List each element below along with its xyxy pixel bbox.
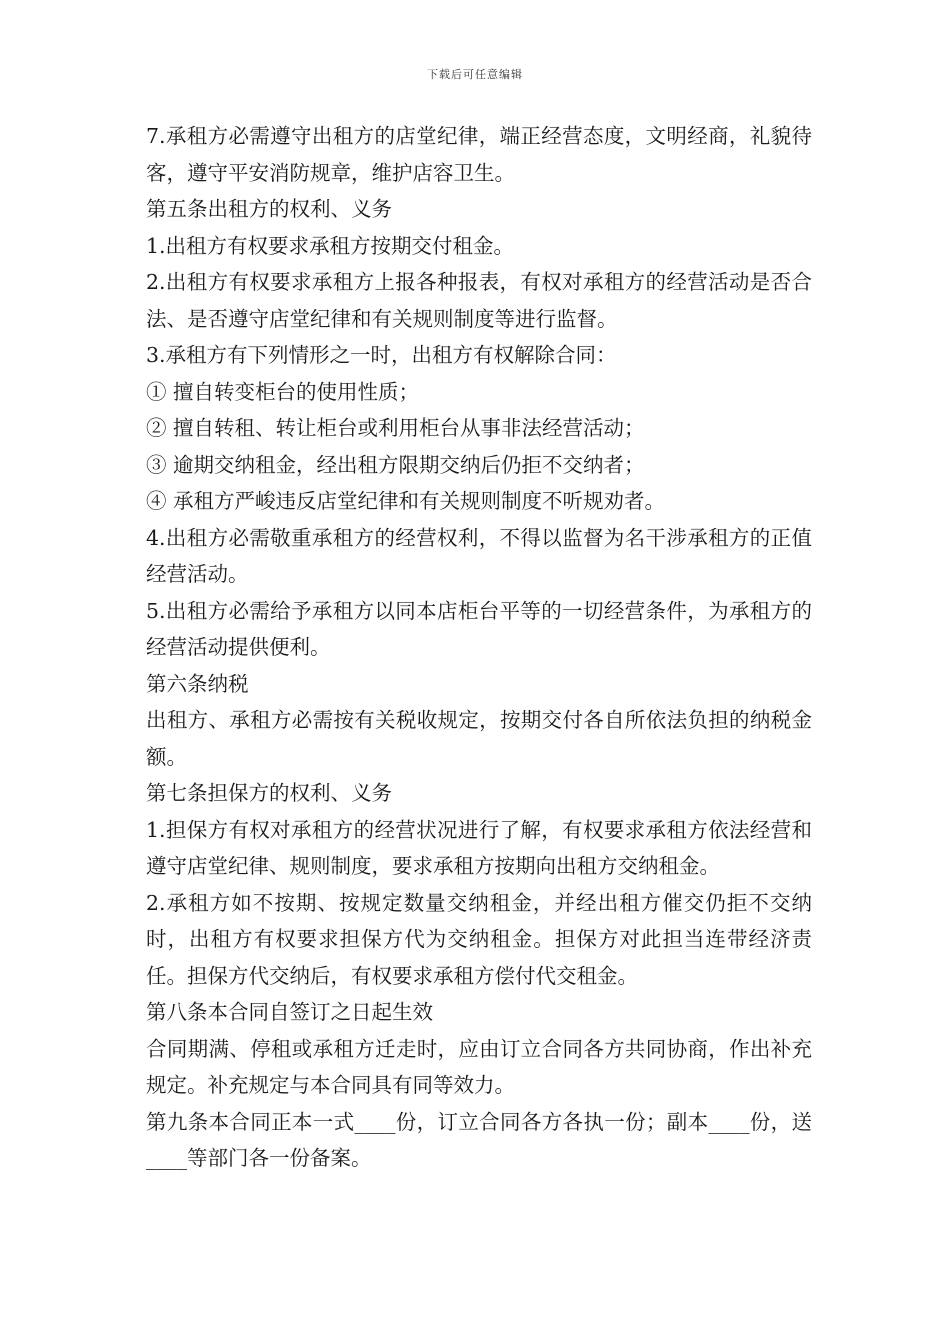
clause-paragraph: 2.承租方如不按期、按规定数量交纳租金，并经出租方催交仍拒不交纳时，出租方有权要求担保方代为交纳租金。担保方对此担当连带经济责任。担保方代交纳后，有权要求承租方偿付代交租金。 — [146, 890, 812, 988]
clause-paragraph: 出租方、承租方必需按有关税收规定，按期交付各自所依法负担的纳税金额。 — [146, 708, 812, 769]
clause-paragraph: 7.承租方必需遵守出租方的店堂纪律，端正经营态度，文明经商，礼貌待客，遵守平安消防规章，维护店容卫生。 — [146, 124, 812, 185]
article-heading: 第七条担保方的权利、义务 — [146, 781, 392, 805]
clause-paragraph: 第九条本合同正本一式____份，订立合同各方各执一份；副本____份，送____等部门各一份备案。 — [146, 1109, 812, 1170]
clause-paragraph: 1.出租方有权要求承租方按期交付租金。 — [146, 233, 515, 258]
clause-paragraph: 1.担保方有权对承租方的经营状况进行了解，有权要求承租方依法经营和遵守店堂纪律、规则制度，要求承租方按期向出租方交纳租金。 — [146, 817, 812, 878]
page-header-note: 下载后可任意编辑 — [427, 68, 523, 81]
article-heading: 第六条纳税 — [146, 671, 249, 696]
list-item: ③ 逾期交纳租金，经出租方限期交纳后仍拒不交纳者； — [146, 452, 645, 477]
clause-paragraph: 合同期满、停租或承租方迁走时，应由订立合同各方共同协商，作出补充规定。补充规定与本合同具有同等效力。 — [146, 1036, 812, 1097]
clause-paragraph: 2.出租方有权要求承租方上报各种报表，有权对承租方的经营活动是否合法、是否遵守店堂纪律和有关规则制度等进行监督。 — [146, 270, 812, 331]
article-heading: 第八条本合同自签订之日起生效 — [146, 1000, 433, 1024]
list-item: ④ 承租方严峻违反店堂纪律和有关规则制度不听规劝者。 — [146, 489, 666, 513]
article-heading: 第五条出租方的权利、义务 — [146, 197, 392, 221]
document-body — [146, 118, 812, 1177]
list-item: ② 擅自转租、转让柜台或利用柜台从事非法经营活动； — [146, 416, 645, 440]
list-item: ① 擅自转变柜台的使用性质； — [146, 379, 420, 404]
clause-paragraph: 4.出租方必需敬重承租方的经营权利，不得以监督为名干涉承租方的正值经营活动。 — [146, 525, 812, 586]
clause-paragraph: 3.承租方有下列情形之一时，出租方有权解除合同： — [146, 343, 617, 367]
clause-paragraph: 5.出租方必需给予承租方以同本店柜台平等的一切经营条件，为承租方的经营活动提供便利。 — [146, 598, 812, 659]
